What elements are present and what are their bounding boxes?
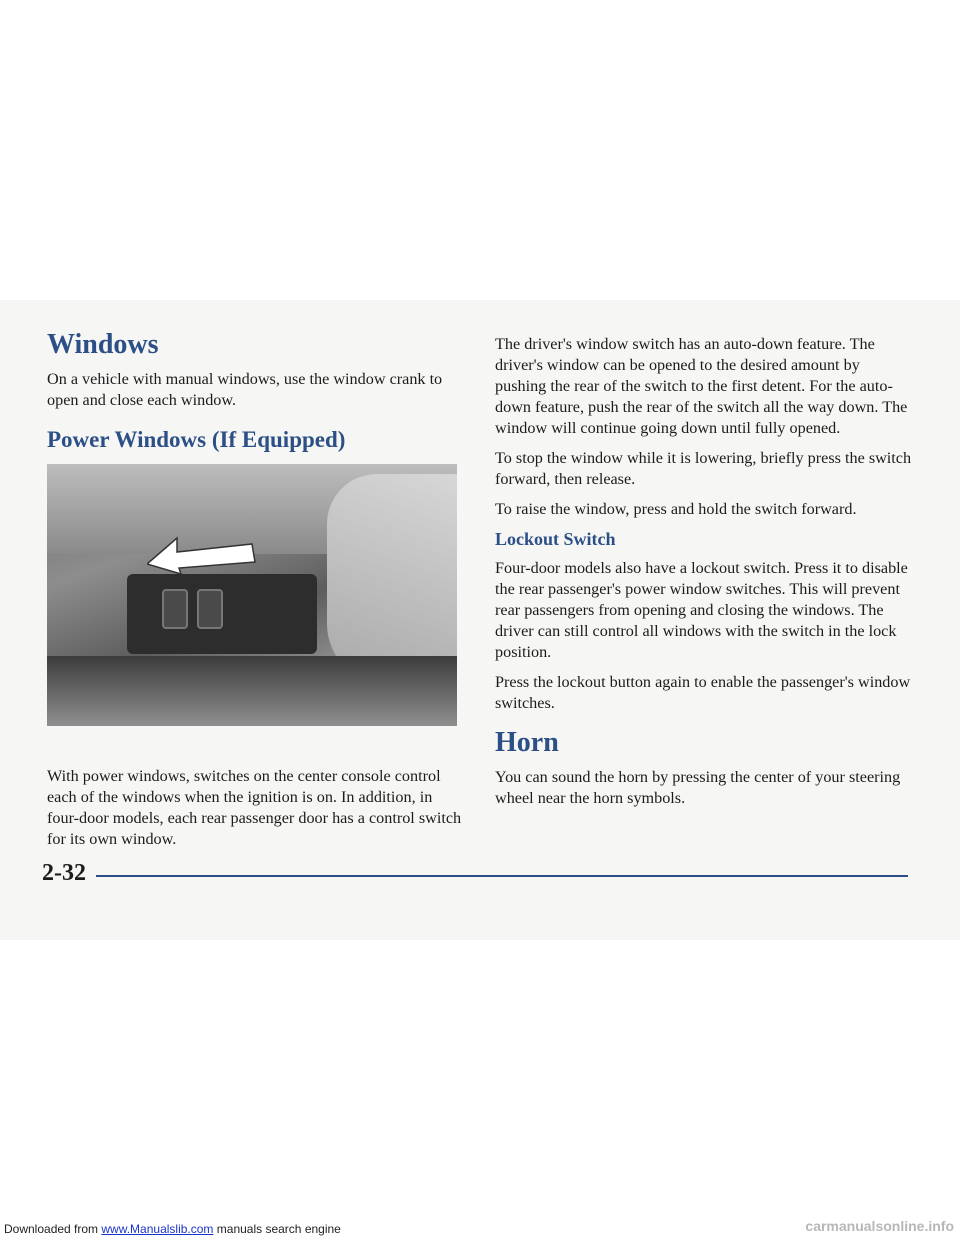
lockout-switch-heading: Lockout Switch xyxy=(495,529,616,549)
photo-seat xyxy=(327,474,457,684)
photo-window-switch-right xyxy=(197,589,223,629)
page-number: 2-32 xyxy=(42,860,86,886)
power-windows-heading: Power Windows (If Equipped) xyxy=(47,426,346,452)
windows-heading: Windows xyxy=(47,329,159,360)
horn-heading: Horn xyxy=(495,727,559,758)
photo-console xyxy=(47,656,457,726)
power-window-switch-photo xyxy=(47,464,457,726)
photo-window-switch-left xyxy=(162,589,188,629)
raise-window-paragraph: To raise the window, press and hold the switch forward. xyxy=(495,500,857,518)
windows-paragraph: On a vehicle with manual windows, use the window crank to open and close each window. xyxy=(47,369,443,409)
left-column xyxy=(47,330,467,859)
footer-prefix: Downloaded from xyxy=(4,1222,102,1236)
stop-window-paragraph: To stop the window while it is lowering, briefly press the switch forward, then release. xyxy=(495,449,912,488)
right-column xyxy=(495,334,915,818)
power-windows-paragraph: With power windows, switches on the center console control each of the windows when the ignition is on. In addition, in four-door models, each rear passenger door has a control switch for its own window. xyxy=(47,767,462,849)
lockout-enable-paragraph: Press the lockout button again to enable the passenger's window switches. xyxy=(495,673,911,712)
manualslib-link[interactable]: www.Manualslib.com xyxy=(101,1222,214,1236)
download-footer xyxy=(4,1222,341,1236)
horn-paragraph: You can sound the horn by pressing the center of your steering wheel near the horn symbols. xyxy=(495,767,901,807)
footer-suffix: manuals search engine xyxy=(213,1222,341,1236)
auto-down-paragraph: The driver's window switch has an auto-down feature. The driver's window can be opened to the desired amount by pushing the rear of the switch to the first detent. For the auto-down feature, push the rear of the switch all the way down. The window will continue going down until fully opened. xyxy=(495,335,908,437)
pointer-arrow-icon xyxy=(147,534,257,574)
footer-rule xyxy=(96,875,908,877)
watermark: carmanualsonline.info xyxy=(805,1218,954,1234)
lockout-paragraph: Four-door models also have a lockout switch. Press it to disable the rear passenger's power window switches. This will prevent rear passengers from opening and closing the windows. The driver can still control all windows with the switch in the lock position. xyxy=(495,559,908,661)
